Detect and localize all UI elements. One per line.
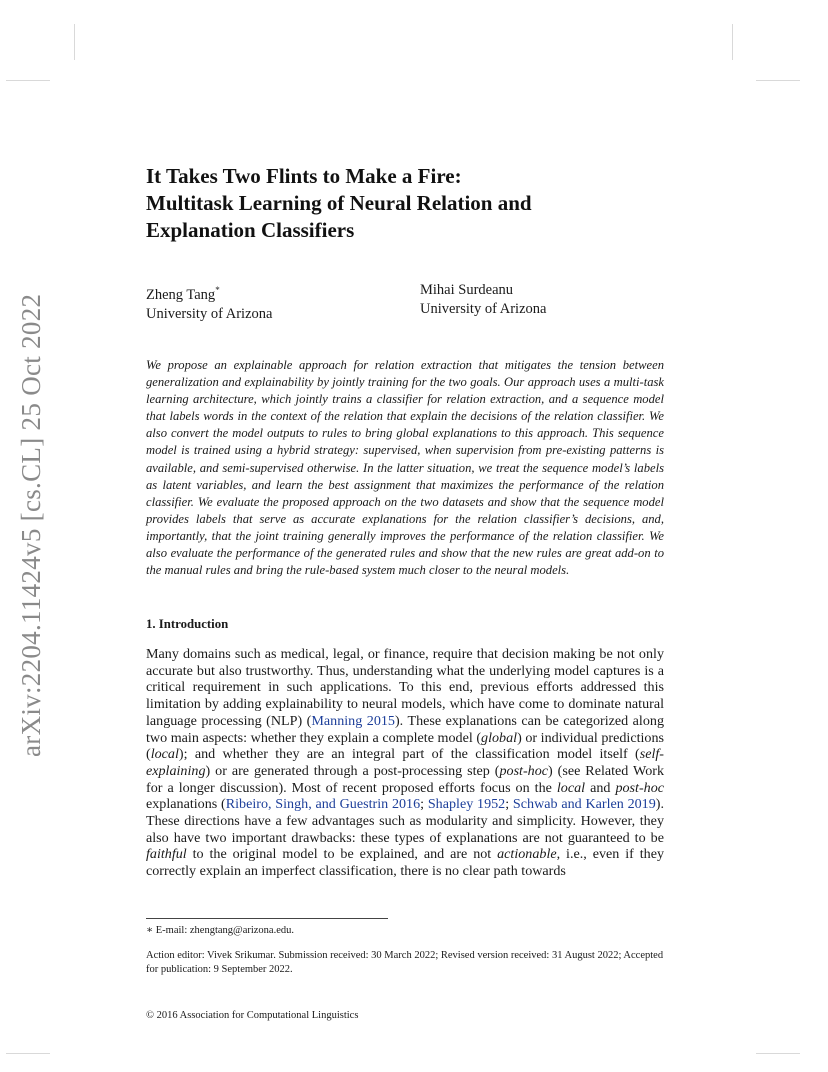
footnote-mark: * xyxy=(215,285,220,295)
crop-mark xyxy=(756,1053,800,1054)
emphasis: post-hoc xyxy=(499,762,549,779)
emphasis: local xyxy=(150,746,179,763)
text-run: explanations ( xyxy=(146,796,226,813)
emphasis: actionable xyxy=(497,846,557,863)
crop-mark xyxy=(6,80,50,81)
text-run: to the original model to be explained, and are not xyxy=(186,846,498,863)
author-block xyxy=(420,281,546,319)
footnote-rule xyxy=(146,918,388,919)
title-line: Multitask Learning of Neural Relation and xyxy=(146,191,532,215)
emphasis: faithful xyxy=(146,846,187,863)
text-run: ). These explanations can be categorized along two main aspects: whether they explain a complete model ( xyxy=(146,712,664,746)
citation-link[interactable]: Shapley 1952 xyxy=(427,796,506,813)
copyright: © 2016 Association for Computational Linguistics xyxy=(146,1010,359,1021)
author-affiliation: University of Arizona xyxy=(146,305,273,322)
text-run: and xyxy=(585,779,616,796)
title-line: It Takes Two Flints to Make a Fire: xyxy=(146,164,462,188)
footnote: ∗ E-mail: zhengtang@arizona.edu. xyxy=(146,925,294,936)
text-run: ; xyxy=(505,796,513,813)
text-run: ). These directions have a few advantages such as modularity and simplicity. However, they also have two important drawbacks: these types of explanations are not guaranteed to be xyxy=(146,796,664,846)
text-run: ); and whether they are an integral part of the classification model itself ( xyxy=(178,746,640,763)
author-name: Zheng Tang xyxy=(146,286,216,303)
crop-mark xyxy=(756,80,800,81)
citation-link[interactable]: Ribeiro, Singh, and Guestrin 2016 xyxy=(225,796,421,813)
citation-link[interactable]: Schwab and Karlen 2019 xyxy=(512,796,656,813)
paper-title xyxy=(146,163,706,244)
text-run: ) or individual predictions ( xyxy=(146,729,664,763)
text-run: , i.e., even if they correctly explain an imperfect classification, there is no clear path towards xyxy=(146,846,665,880)
text-run: Many domains such as medical, legal, or finance, require that decision making be not only accurate but also trustworthy. Thus, understanding what the underlying model captures is a critical requirement in such applications. To this end, previous efforts addressed this limitation by adding explainability to neural models, which have come to dominate natural language processing (NLP) ( xyxy=(146,646,664,729)
abstract: We propose an explainable approach for relation extraction that mitigates the tension between generalization and explainability by jointly training for the two goals. Our approach uses a multi-task learning architecture, which jointly trains a classifier for relation extraction, and a sequence model that labels words in the context of the relation that explain the decisions of the relation classifier. We also convert the model outputs to rules to bring global explanations to this approach. This sequence model is trained using a hybrid strategy: supervised, when supervision from pre-existing patterns is available, and semi-supervised otherwise. In the latter situation, we treat the sequence model’s labels as latent variables, and learn the best assignment that maximizes the performance of the relation classifier. We evaluate the proposed approach on the two datasets and show that the sequence model provides labels that serve as accurate explanations for the relation classifier’s decisions, and, importantly, that the joint training generally improves the performance of the relation classifier. We also evaluate the performance of the generated rules and show that the new rules are great add-on to the manual rules and bring the rule-based system much closer to the neural models. xyxy=(146,358,664,578)
emphasis: global xyxy=(481,729,518,746)
author-affiliation: University of Arizona xyxy=(420,301,547,317)
text-run: ; xyxy=(420,796,428,813)
crop-mark xyxy=(74,24,75,60)
section-heading: 1. Introduction xyxy=(146,617,229,631)
crop-mark xyxy=(732,24,733,60)
emphasis: post-hoc xyxy=(615,779,664,796)
intro-paragraph xyxy=(146,646,664,880)
author-name-line xyxy=(146,281,272,305)
crop-mark xyxy=(6,1053,50,1054)
emphasis: self-explaining xyxy=(146,746,664,779)
title-line: Explanation Classifiers xyxy=(146,218,355,242)
arxiv-stamp: arXiv:2204.11424v5 [cs.CL] 25 Oct 2022 xyxy=(16,293,46,757)
emphasis: local xyxy=(556,779,586,796)
author-name: Mihai Surdeanu xyxy=(420,282,514,298)
citation-link[interactable]: Manning 2015 xyxy=(311,712,395,729)
editor-note: Action editor: Vivek Srikumar. Submission received: 30 March 2022; Revised version received: 31 August 2022; Accepted for publication: 9 September 2022. xyxy=(146,950,664,975)
text-run: ) or are generated through a post-processing step ( xyxy=(205,762,500,779)
author-block xyxy=(146,281,272,324)
text-run: ) (see Related Work for a longer discussion). Most of recent proposed efforts focus on the xyxy=(146,762,664,796)
